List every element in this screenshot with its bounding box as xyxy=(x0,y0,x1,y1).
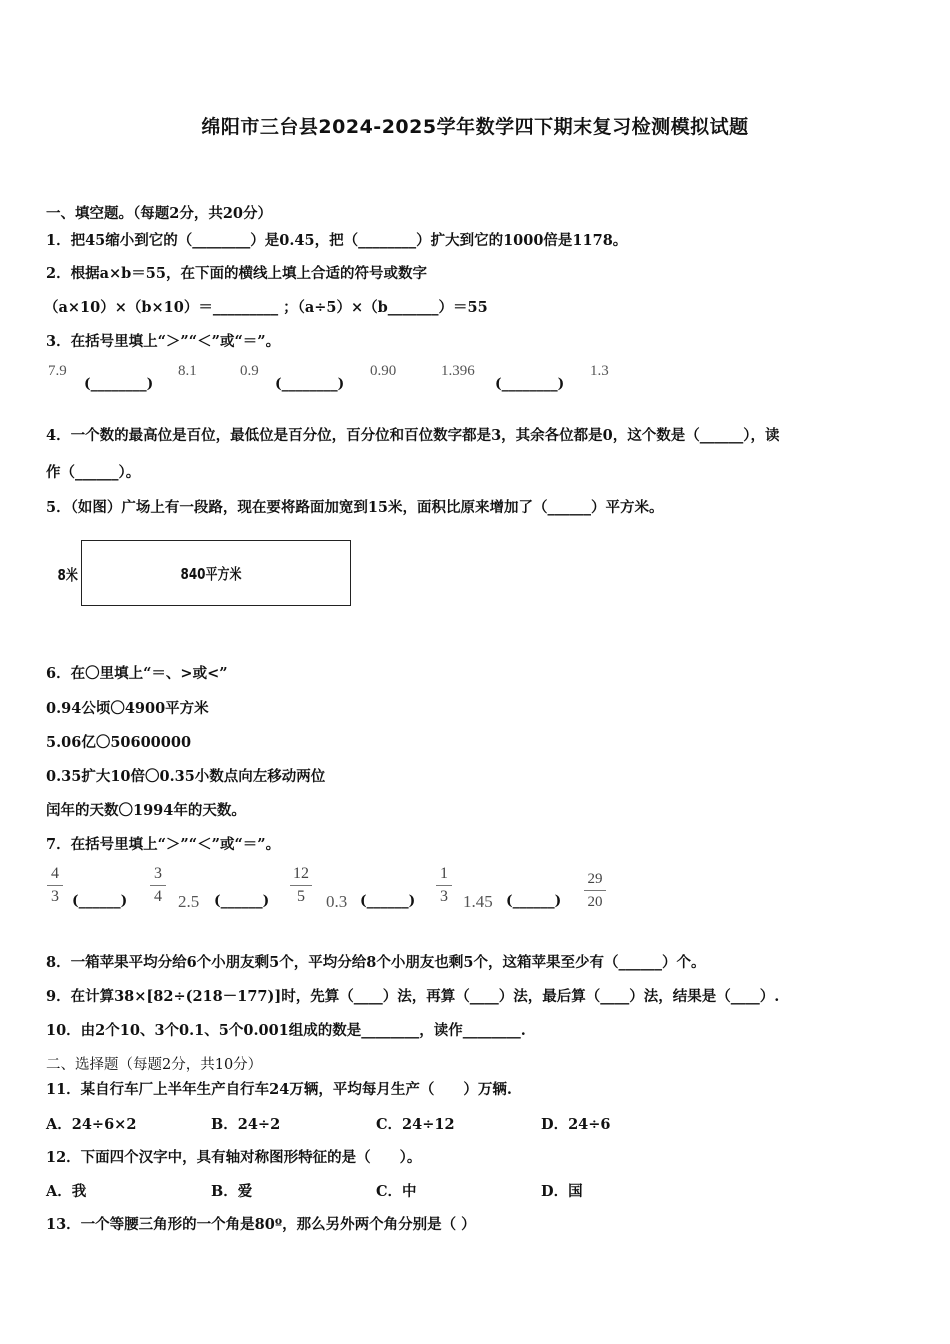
q12-option-d[interactable]: D．国 xyxy=(541,1183,583,1200)
question-11: 11．某自行车厂上半年生产自行车24万辆，平均每月生产（ ）万辆. xyxy=(46,1081,512,1098)
q12-option-c[interactable]: C．中 xyxy=(376,1183,417,1200)
q6-item: 5.06亿〇50600000 xyxy=(46,734,192,751)
figure-side-label: 8米 xyxy=(57,566,78,584)
fraction: 29 20 xyxy=(584,870,606,911)
question-3: 3．在括号里填上“＞”“＜”或“＝”。 xyxy=(46,333,281,350)
q11-option-a[interactable]: A．24÷6×2 xyxy=(46,1116,137,1133)
q7-blank[interactable]: (______) xyxy=(72,893,128,909)
question-7: 7．在括号里填上“＞”“＜”或“＝”。 xyxy=(46,836,281,853)
question-6: 6．在〇里填上“＝、>或<” xyxy=(46,665,228,682)
q7-number: 2.5 xyxy=(178,892,200,911)
q6-item: 闰年的天数〇1994年的天数。 xyxy=(46,802,246,819)
q7-blank[interactable]: (______) xyxy=(360,893,416,909)
q3-blank[interactable]: (________) xyxy=(495,376,565,392)
q7-blank[interactable]: (______) xyxy=(214,893,270,909)
q7-number: 1.45 xyxy=(463,892,493,911)
question-8: 8．一箱苹果平均分给6个小朋友剩5个，平均分给8个小朋友也剩5个，这箱苹果至少有（______）个。 xyxy=(46,954,706,971)
q7-number: 0.3 xyxy=(326,892,348,911)
figure-area-label: 840平方米 xyxy=(180,565,242,583)
q11-option-b[interactable]: B．24÷2 xyxy=(211,1116,281,1133)
q3-number: 7.9 xyxy=(48,363,67,379)
q11-option-c[interactable]: C．24÷12 xyxy=(376,1116,455,1133)
question-4: 4．一个数的最高位是百位，最低位是百分位，百分位和百位数字都是3，其余各位都是0，这个数是（______），读 xyxy=(46,427,780,444)
q3-number: 0.90 xyxy=(370,363,397,379)
section-2-heading: 二、选择题（每题2分，共10分） xyxy=(46,1057,263,1073)
question-2: 2．根据a×b＝55，在下面的横线上填上合适的符号或数字 xyxy=(46,265,427,282)
q11-option-d[interactable]: D．24÷6 xyxy=(541,1116,611,1133)
q3-number: 1.396 xyxy=(441,363,475,379)
question-13: 13．一个等腰三角形的一个角是80º，那么另外两个角分别是（ ） xyxy=(46,1216,476,1233)
fraction: 4 3 xyxy=(47,865,63,906)
question-9: 9．在计算38×[82÷(218－177)]时，先算（____）法，再算（____）法，最后算（____）法，结果是（____）. xyxy=(46,988,780,1005)
q6-item: 0.35扩大10倍〇0.35小数点向左移动两位 xyxy=(46,768,326,785)
page-title: 绵阳市三台县2024-2025学年数学四下期末复习检测模拟试题 xyxy=(201,116,749,138)
q12-option-b[interactable]: B．爱 xyxy=(211,1183,253,1200)
question-2-expression: （a×10）×（b×10）＝_________ ；（a÷5）×（b_______）＝55 xyxy=(44,299,488,316)
section-1-heading: 一、填空题。（每题2分，共20分） xyxy=(46,205,273,222)
question-4-continued: 作（______）。 xyxy=(46,464,141,481)
question-5: 5．（如图）广场上有一段路，现在要将路面加宽到15米，面积比原来增加了（______）平方米。 xyxy=(46,499,664,516)
question-1: 1．把45缩小到它的（________）是0.45，把（________）扩大到它的1000倍是1178。 xyxy=(46,232,628,249)
q3-number: 8.1 xyxy=(178,363,197,379)
q3-blank[interactable]: (________) xyxy=(84,376,154,392)
q7-blank[interactable]: (______) xyxy=(506,893,562,909)
fraction: 12 5 xyxy=(290,865,312,906)
fraction: 1 3 xyxy=(436,865,452,906)
q6-item: 0.94公顷〇4900平方米 xyxy=(46,700,209,717)
fraction: 3 4 xyxy=(150,865,166,906)
q3-blank[interactable]: (________) xyxy=(275,376,345,392)
question-10: 10．由2个10、3个0.1、5个0.001组成的数是________，读作________. xyxy=(46,1022,526,1039)
q12-option-a[interactable]: A．我 xyxy=(46,1183,87,1200)
q3-number: 1.3 xyxy=(590,363,609,379)
question-12: 12．下面四个汉字中，具有轴对称图形特征的是（ ）。 xyxy=(46,1149,422,1166)
q3-number: 0.9 xyxy=(240,363,259,379)
